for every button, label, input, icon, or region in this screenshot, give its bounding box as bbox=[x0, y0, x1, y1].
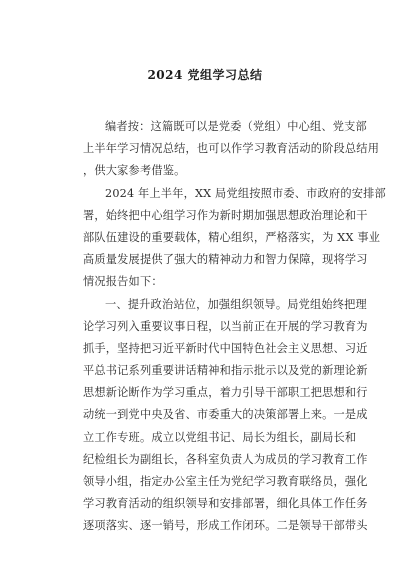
text-line: 论学习列入重要议事日程，以当前正在开展的学习教育为 bbox=[83, 319, 368, 333]
text-line: 逐项落实、逐一销号，形成工作闭环。二是领导干部带头 bbox=[83, 519, 368, 533]
text-line: 部队伍建设的重要载体，精心组织，严格落实，为 XX 事业 bbox=[83, 230, 381, 244]
text-line: 高质量发展提供了强大的精神动力和智力保障，现将学习 bbox=[83, 253, 368, 267]
text-line: 情况报告如下： bbox=[83, 275, 163, 289]
text-line: 纪检组长为副组长，各科室负责人为成员的学习教育工作 bbox=[83, 452, 368, 466]
text-line: 立工作专班。成立以党组书记、局长为组长，副局长和 bbox=[83, 430, 357, 444]
text-line: 抓手，坚持把习近平新时代中国特色社会主义思想、习近 bbox=[83, 341, 368, 355]
text-line: 一、提升政治站位，加强组织领导。局党组始终把理 bbox=[105, 297, 367, 311]
text-line: 思想新论断作为学习重点，着力引导干部职工把思想和行 bbox=[83, 386, 368, 400]
document-body bbox=[83, 116, 386, 538]
text-line: ，供大家参考借鉴。 bbox=[83, 164, 186, 178]
text-line: 编者按：这篇既可以是党委（党组）中心组、党支部 bbox=[105, 120, 367, 133]
text-line: 学习教育活动的组织领导和安排部署，细化具体工作任务 bbox=[83, 497, 368, 511]
text-line: 平总书记系列重要讲话精神和指示批示以及党的新理论新 bbox=[83, 364, 368, 378]
text-line: 2024 年上半年，XX 局党组按照市委、市政府的安排部 bbox=[105, 186, 386, 200]
text-line: 动统一到党中央及省、市委重大的决策部署上来。一是成 bbox=[83, 408, 368, 422]
document-title: 2024 党组学习总结 bbox=[147, 68, 263, 82]
text-line: 署，始终把中心组学习作为新时期加强思想政治理论和干 bbox=[83, 208, 368, 222]
text-line: 上半年学习情况总结，也可以作学习教育活动的阶段总结用 bbox=[83, 142, 380, 156]
text-line: 领导小组，指定办公室主任为党纪学习教育联络员，强化 bbox=[83, 475, 368, 488]
